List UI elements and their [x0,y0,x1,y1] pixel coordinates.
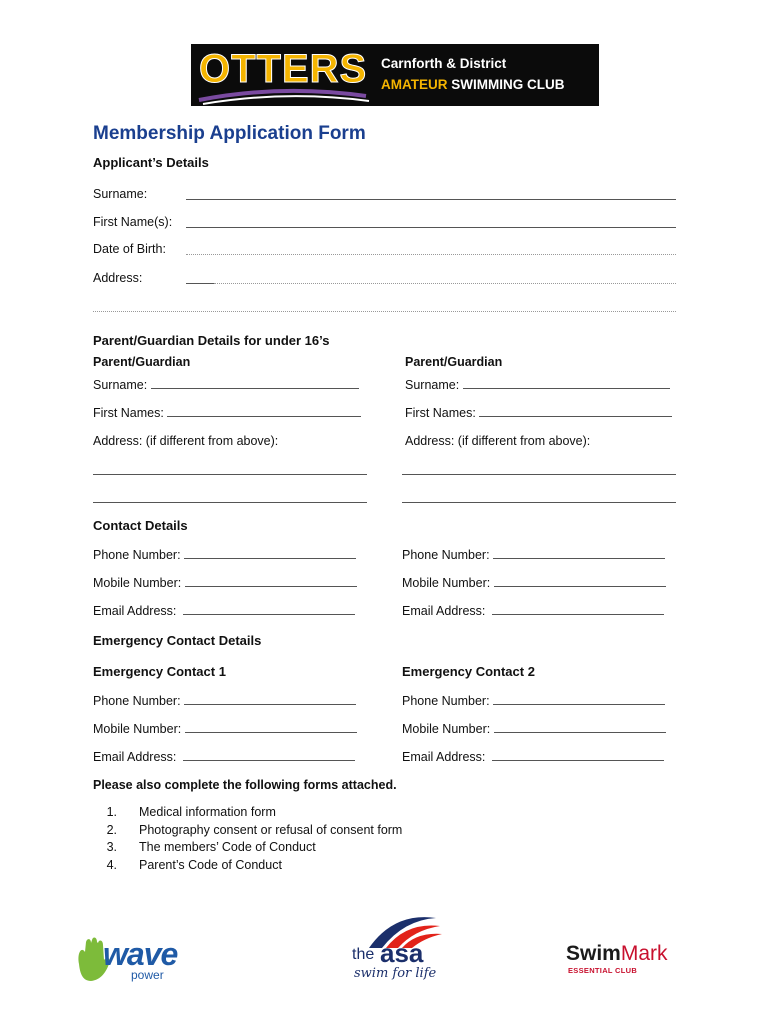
parent2-first-names-field[interactable] [479,407,672,417]
contact1-phone [93,548,356,562]
contact1-email-field[interactable] [183,605,355,615]
parent2-heading: Parent/Guardian [405,355,503,369]
swimmark-logo [566,942,681,977]
emergency-heading: Emergency Contact Details [93,633,262,648]
logo-swimming-club: SWIMMING CLUB [451,77,565,92]
address-field-start [186,273,214,284]
list-item-text: Medical information form [139,805,276,819]
emergency2-phone-field[interactable] [493,695,665,705]
emergency2-mobile-field[interactable] [494,723,666,733]
form-title: Membership Application Form [93,123,366,144]
parent2-first-names-label: First Names: [405,406,476,420]
parent-heading: Parent/Guardian Details for under 16’s [93,333,330,348]
logo-amateur: AMATEUR [381,77,448,92]
emergency2-mobile-label: Mobile Number: [402,722,491,736]
parent1-first-names-label: First Names: [93,406,164,420]
contact2-mobile-label: Mobile Number: [402,576,491,590]
contact2-mobile [402,576,666,590]
contact2-phone-field[interactable] [493,549,665,559]
emergency1-mobile-field[interactable] [185,723,357,733]
contact1-mobile-field[interactable] [185,577,357,587]
parent1-first-names-field[interactable] [167,407,361,417]
contact1-email [93,604,355,618]
contact2-email [402,604,664,618]
wave-power-logo [73,932,203,987]
contact1-mobile [93,576,357,590]
contact1-phone-label: Phone Number: [93,548,181,562]
list-item-text: Photography consent or refusal of consent form [139,822,403,837]
dob-label: Date of Birth: [93,242,166,256]
parent2-address-line1[interactable] [402,464,676,475]
parent1-address-line2[interactable] [93,492,367,503]
club-logo-banner [191,44,599,106]
contact2-email-field[interactable] [492,605,664,615]
logo-line1: Carnforth & District [381,56,507,71]
address-label: Address: [93,271,143,285]
list-item-number: 4. [106,857,117,872]
asa-tagline: swim for life [354,966,437,981]
contact1-email-label: Email Address: [93,604,177,618]
parent2-surname-field[interactable] [463,379,670,389]
list-item-text: The members’ Code of Conduct [139,840,316,854]
parent2-address-label: Address: (if different from above): [405,434,591,448]
emergency2-mobile [402,722,666,736]
surname-field[interactable] [186,189,676,200]
emergency1-phone [93,694,356,708]
emergency1-email-field[interactable] [183,751,355,761]
parent1-surname-label: Surname: [93,378,148,392]
swimmark-tagline: ESSENTIAL CLUB [568,966,638,975]
contact2-mobile-field[interactable] [494,577,666,587]
emergency1-mobile-label: Mobile Number: [93,722,182,736]
contact1-mobile-label: Mobile Number: [93,576,182,590]
contact2-phone [402,548,665,562]
list-item-number: 3. [106,840,117,854]
parent1-surname-field[interactable] [151,379,359,389]
list-item-number: 2. [106,822,117,837]
parent2-address-line2[interactable] [402,492,676,503]
asa-logo [350,910,445,985]
parent1-heading: Parent/Guardian [93,355,191,369]
emergency1-email-label: Email Address: [93,750,177,764]
parent2-surname [405,378,670,392]
power-text: power [131,968,164,982]
parent1-surname [93,378,359,392]
address-field-line2[interactable] [93,301,676,312]
address-field[interactable] [214,273,676,284]
emergency-contact2-heading: Emergency Contact 2 [402,664,535,679]
contact2-phone-label: Phone Number: [402,548,490,562]
list-item-number: 1. [106,805,117,819]
emergency2-email-field[interactable] [492,751,664,761]
list-item [93,840,402,858]
swimmark-swim: Swim [566,942,621,965]
list-item [93,823,402,841]
swimmark-mark: Mark [620,942,668,965]
asa-text: asa [380,938,424,968]
emergency2-email-label: Email Address: [402,750,486,764]
emergency1-phone-field[interactable] [184,695,356,705]
wave-text: wave [103,936,178,972]
asa-the-text: the [352,946,375,963]
logo-line2 [381,77,565,92]
parent1-address-line1[interactable] [93,464,367,475]
surname-label: Surname: [93,187,148,201]
applicant-heading: Applicant’s Details [93,155,209,170]
swimmark-text [566,942,668,966]
emergency2-email [402,750,664,764]
contact-heading: Contact Details [93,518,188,533]
contact1-phone-field[interactable] [184,549,356,559]
attached-forms-heading: Please also complete the following forms attached. [93,778,397,792]
emergency2-phone-label: Phone Number: [402,694,490,708]
emergency1-phone-label: Phone Number: [93,694,181,708]
first-names-field[interactable] [186,217,676,228]
emergency1-email [93,750,355,764]
list-item [93,858,402,876]
emergency2-phone [402,694,665,708]
contact2-email-label: Email Address: [402,604,486,618]
dob-field[interactable] [186,244,676,255]
list-item [93,805,402,823]
parent2-surname-label: Surname: [405,378,460,392]
first-names-label: First Name(s): [93,215,173,229]
parent1-address-label: Address: (if different from above): [93,434,279,448]
emergency1-mobile [93,722,357,736]
emergency-contact1-heading: Emergency Contact 1 [93,664,226,679]
list-item-text: Parent’s Code of Conduct [139,857,282,872]
logo-otters: OTTERS [199,47,368,91]
parent1-first-names [93,406,361,420]
attached-forms-list [93,805,402,875]
parent2-first-names [405,406,672,420]
